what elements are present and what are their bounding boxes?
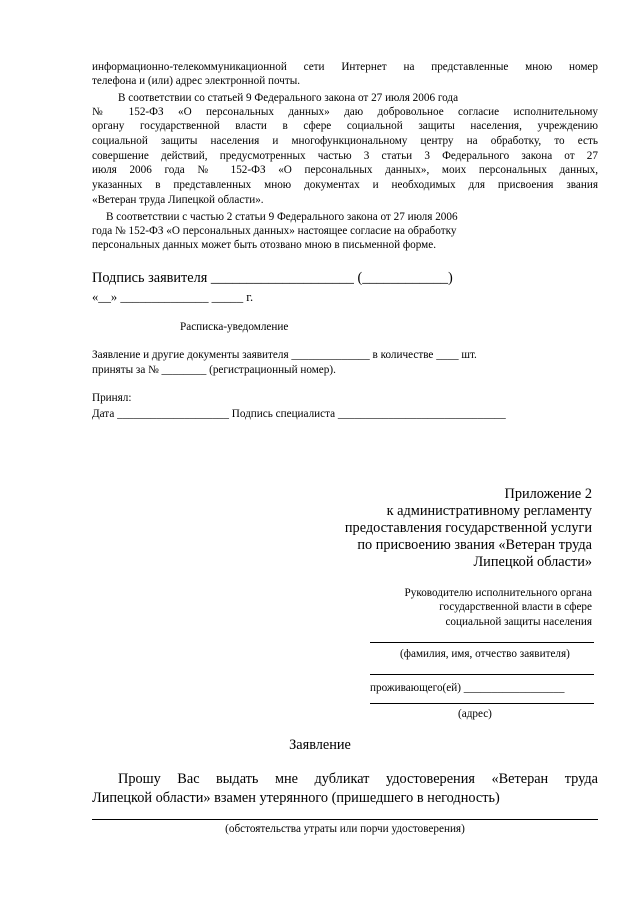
receipt-title: Расписка-уведомление	[180, 321, 289, 333]
statement-line-2: Липецкой области» взамен утерянного (пришедшего в негодность)	[92, 790, 500, 806]
addressee-line-1: Руководителю исполнительного органа	[404, 587, 592, 599]
address-underline	[370, 703, 594, 704]
consent-line-5: органу государственной власти в сфере социальной защиты населения, учреждению	[92, 120, 598, 132]
circumstances-caption: (обстоятельства утраты или порчи удостоверения)	[225, 823, 465, 835]
appendix-line-2: к административному регламенту	[386, 503, 592, 519]
consent-line-11: В соответствии с частью 2 статьи 9 Федерального закона от 27 июля 2006	[106, 211, 458, 223]
consent-line-8: июля 2006 года № 152-ФЗ «О персональных данных», моих персональных данных,	[92, 164, 598, 176]
receipt-accepted-label: Принял:	[92, 392, 132, 404]
fio-caption: (фамилия, имя, отчество заявителя)	[400, 648, 570, 660]
appendix-line-3: предоставления государственной услуги	[344, 520, 592, 536]
residing-line: проживающего(ей) __________________	[370, 682, 565, 694]
consent-line-4: № 152-ФЗ «О персональных данных» даю добровольное согласие исполнительному	[92, 106, 598, 118]
consent-line-2: телефона и (или) адрес электронной почты.	[92, 75, 301, 87]
addressee-line-2: государственной власти в сфере	[439, 601, 592, 613]
addressee-line-3: социальной защиты населения	[445, 616, 592, 628]
consent-line-1: информационно-телекоммуникационной сети Интернет на представленные мною номер	[92, 61, 598, 73]
applicant-signature-line: Подпись заявителя ____________________ (____________)	[92, 270, 453, 286]
statement-title: Заявление	[289, 737, 351, 753]
fio-underline-1	[370, 642, 594, 643]
appendix-line-5: Липецкой области»	[473, 554, 592, 570]
consent-line-7: совершение действий, предусмотренных частью 3 статьи 3 Федерального закона от 27	[92, 150, 598, 162]
consent-line-6: социальной защиты населения и многофункциональному центру на обработку, то есть	[92, 135, 598, 147]
consent-line-10: «Ветеран труда Липецкой области».	[92, 194, 264, 206]
signature-date-line: «__» ______________ _____ г.	[92, 290, 254, 304]
receipt-registration-line: приняты за № ________ (регистрационный номер).	[92, 364, 336, 376]
receipt-documents-line: Заявление и другие документы заявителя ______________ в количестве ____ шт.	[92, 349, 477, 361]
consent-line-13: персональных данных может быть отозвано мною в письменной форме.	[92, 239, 437, 251]
receipt-date-signature-line: Дата ____________________ Подпись специалиста ______________________________	[92, 408, 506, 420]
appendix-line-4: по присвоению звания «Ветеран труда	[357, 537, 592, 553]
consent-line-12: года № 152-ФЗ «О персональных данных» настоящее согласие на обработку	[92, 225, 457, 237]
statement-line-1: Прошу Вас выдать мне дубликат удостоверения «Ветеран труда	[118, 771, 598, 787]
circumstances-underline	[92, 819, 598, 820]
appendix-line-1: Приложение 2	[504, 486, 592, 502]
consent-line-3: В соответствии со статьей 9 Федерального закона от 27 июля 2006 года	[118, 92, 459, 104]
consent-line-9: указанных в представленных мною документах и необходимых для присвоения звания	[92, 179, 598, 191]
address-caption: (адрес)	[458, 708, 492, 720]
fio-underline-2	[370, 674, 594, 675]
